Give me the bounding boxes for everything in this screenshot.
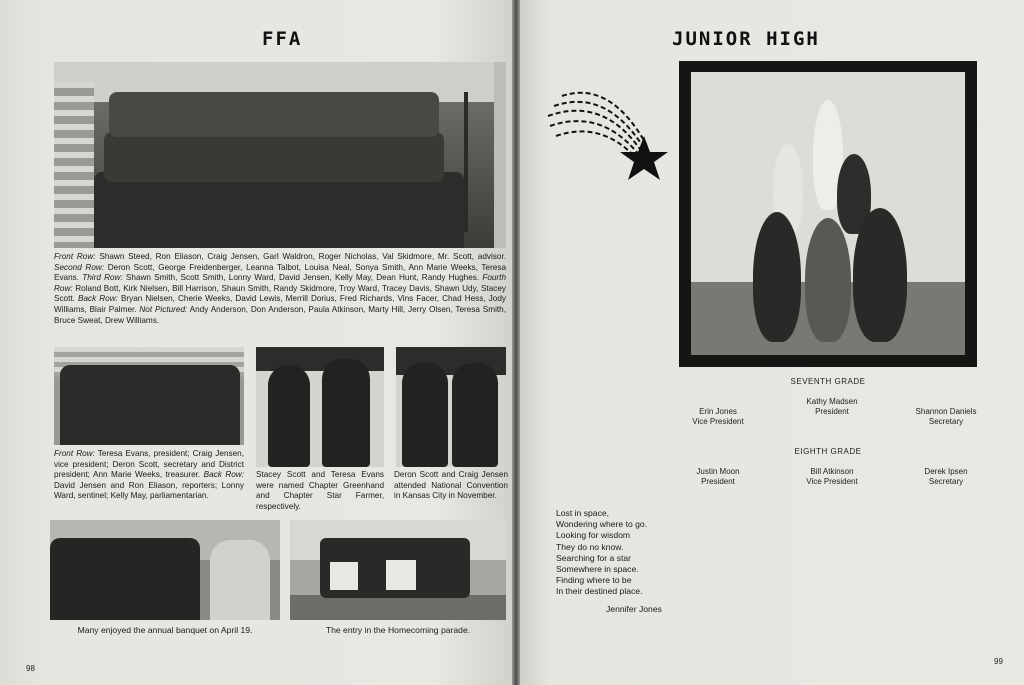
junior-high-title: JUNIOR HIGH [672,28,820,50]
right-page [520,0,1024,685]
officers-caption [54,449,244,502]
eighth-secretary [886,467,1006,487]
seventh-grade-heading: SEVENTH GRADE [790,377,866,386]
officer-name: Justin Moon [696,467,740,476]
poem-line: They do no know. [556,541,624,552]
caption-text: David Jensen and Ron Eliason, reporters; Lonny Ward, sentinel; Kelly May, parliamentarian. [54,480,244,501]
poem-line: In their destined place. [556,586,643,597]
seventh-vice-president [658,407,778,427]
officer-name: Derek Ipsen [924,467,968,476]
page-number-left: 98 [26,664,35,673]
parade-photo [290,520,506,620]
caption-text: Shawn Steed, Ron Eliason, Craig Jensen, Garl Waldron, Roger Nicholas, Val Skidmore, Mr. Scott, advisor. [95,252,506,261]
ffa-group-photo [54,62,506,248]
officers-photo [54,347,244,445]
banquet-caption: Many enjoyed the annual banquet on April 19. [77,625,253,635]
poem-line: Finding where to be [556,575,632,586]
poem-author: Jennifer Jones [606,604,662,614]
officer-role: Vice President [692,417,744,426]
row-label: Front Row: [54,449,95,458]
group-caption [54,252,506,326]
stacey-caption: Stacey Scott and Teresa Evans were named Chapter Greenhand and Chapter Star Farmer, respectively. [256,470,384,511]
shooting-star-icon [544,76,674,186]
caption-text: Andy Anderson, Don Anderson, Paula Atkinson, Marty Hill, Jerry Olsen, Teresa Smith, Bruce Sweat, Drew Williams. [54,304,506,325]
caption-text: Bryan Nielsen, Cherie Weeks, David Lewis, Merrill Dorius, Fred Richards, Vins Facer, Chad Hess, Jody Williams, Blair Palmer. [54,294,506,314]
officer-role: Secretary [928,477,964,486]
officer-name: Bill Atkinson [810,467,854,476]
officer-name: Shannon Daniels [915,407,977,416]
row-label: Front Row: [54,252,96,261]
row-label: Back Row: [77,294,118,304]
caption-text: Shawn Smith, Scott Smith, Lonny Ward, David Jensen, Kelly May, Dean Hunt, Randy Hughes. [122,273,483,283]
row-label: Not Pictured: [139,304,188,314]
row-label: Fourth Row: [54,273,506,293]
officer-role: President [815,407,849,416]
eighth-grade-heading: EIGHTH GRADE [794,447,862,456]
banquet-photo [50,520,280,620]
poem-line: Wondering where to go. [556,519,648,530]
page-number-right: 99 [994,657,1003,666]
stacey-teresa-photo [256,347,384,467]
poem-line: Lost in space, [556,508,610,518]
row-label: Third Row: [82,273,123,283]
poem-line: Searching for a star [556,552,631,563]
poem [556,508,647,598]
class-officers-photo-frame [679,61,977,367]
eighth-vice-president [772,467,892,487]
officer-role: President [701,477,735,486]
ffa-title: FFA [262,28,303,50]
poem-line: Looking for wisdom [556,530,631,541]
class-officers-photo [691,72,965,355]
eighth-president [658,467,778,487]
officer-role: Vice President [806,477,858,486]
deron-caption: Deron Scott and Craig Jensen attended National Convention in Kansas City in November. [394,470,508,501]
officer-name: Kathy Madsen [806,397,858,406]
deron-craig-photo [396,347,506,467]
seventh-president [772,397,892,417]
caption-text: Deron Scott, George Freidenberger, Leanna Talbot, Louisa Neal, Sonya Smith, Ann Marie Weeks, Teresa Evans. [54,262,506,283]
book-gutter [512,0,520,685]
seventh-secretary [906,407,986,427]
caption-text: Roland Bott, Kirk Nielsen, Bill Harrison, Shaun Smith, Randy Skidmore, Troy Ward, Tracey Davis, Shawn Udy, Stacey Scott. [54,283,506,304]
caption-text: Teresa Evans, president; Craig Jensen, vice president; Deron Scott, secretary and District president; Ann Marie Weeks, treasurer. [54,449,244,480]
row-label: Second Row: [54,262,105,272]
poem-line: Somewhere in space. [556,564,639,575]
officer-role: Secretary [928,417,964,426]
parade-caption: The entry in the Homecoming parade. [325,625,471,635]
row-label: Back Row: [203,470,244,480]
officer-name: Erin Jones [699,407,737,416]
